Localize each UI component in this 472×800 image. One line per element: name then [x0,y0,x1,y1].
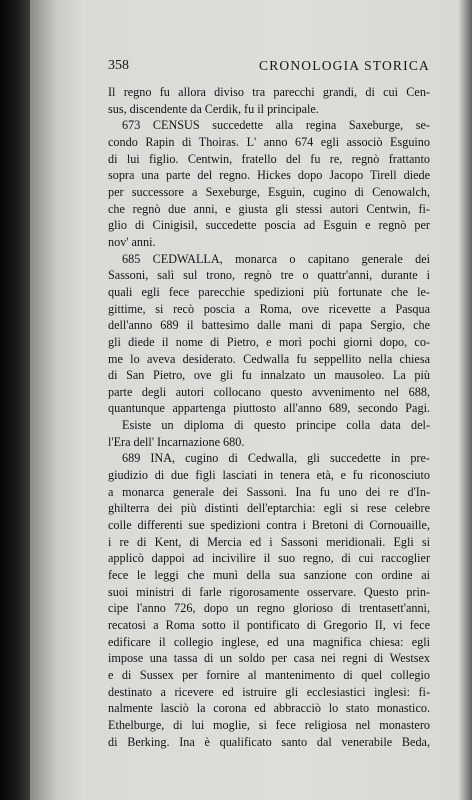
text-line: me lo aveva desiderato. Cedwalla fu seppellito nella chiesa [108,351,430,366]
text-line: i re di Kent, di Mercia ed i Sassoni meridionali. Egli si [108,534,430,549]
text-line: cipe l'anno 726, dopo un regno glorioso di trentasett'anni, [108,601,430,616]
text-line: di lui figlio. Centwin, fratello del fu re, regnò frattanto [108,151,430,166]
text-line: impose una tassa di un soldo per casa nei regni di Westsex [108,651,430,666]
text-line: quali egli fece parecchie spedizioni più fortunate che le- [108,284,430,299]
text-line: l'Era dell' Incarnazione 680. [108,434,245,449]
text-line: gli diede il nome di Pietro, e morì pochi giorni dopo, co- [108,334,430,349]
text-line: dell'anno 689 il battesimo dalle mani di papa Sergio, che [108,318,430,333]
text-line: nov' anni. [108,234,156,249]
text-line: Ethelburge, di lui moglie, si fece religiosa nel monastero [108,717,430,732]
book-page [30,0,472,800]
running-head: CRONOLOGIA STORICA [259,58,430,73]
text-line: sus, discendente da Cerdik, fu il principale. [108,101,319,116]
text-line: sopra una parte del regno. Hickes dopo Jacopo Tirell diede [108,168,430,183]
book-spine-shadow [0,0,30,800]
text-line: a monarca generale dei Sassoni. Ina fu uno dei re d'In- [108,484,430,499]
text-line: applicò dappoi ad incivilire il suo regno, di cui raccoglier [108,551,430,566]
text-line: 673 CENSUS succedette alla regina Saxeburge, se- [122,118,430,133]
text-line: suoi ministri di farle rigorosamente osservare. Questo prin- [108,584,430,599]
page-number: 358 [108,58,129,73]
text-line: e di Sussex per fornire al mantenimento di quel collegio [108,667,430,682]
text-line: 689 INA, cugino di Cedwalla, gli succedette in pre- [122,451,430,466]
text-line: ghilterra dei più distinti dell'eptarchia: egli si rese celebre [108,501,430,516]
text-line: di San Pietro, ove gli fu innalzato un mausoleo. La più [108,368,430,383]
text-line: giudizio di due figli lasciati in tenera età, e fu riconosciuto [108,468,430,483]
text-line: Sassoni, salì sul trono, regnò tre o quattr'anni, durante i [108,268,430,283]
text-line: gittime, si recò poscia a Roma, ove ricevette a Pasqua [108,301,430,316]
text-line: 685 CEDWALLA, monarca o capitano generale dei [122,251,430,266]
text-line: per successore a Sexeburge, Esguin, cugino di Cenowalch, [108,184,430,199]
text-line: quantunque appartenga piuttosto all'anno 689, secondo Pagi. [108,401,430,416]
page-header [108,58,430,76]
text-line: parte degli autori collocano questo avvenimento nel 688, [108,384,430,399]
text-line: destinato a ricevere ed istruire gli ecclesiastici inglesi: fi- [108,684,430,699]
text-line: che regnò due anni, e giusta gli stessi autori Centwin, fi- [108,201,430,216]
text-line: fece le leggi che munì della sua sanzione con ordine ai [108,568,430,583]
body-text [108,84,430,750]
text-line: Il regno fu allora diviso tra parecchi grandi, di cui Cen- [108,85,430,99]
text-line: nalmente lasciò la corona ed abbracciò lo stato monastico. [108,701,430,716]
text-line: condo Rapin di Thoiras. L' anno 674 egli associò Esguino [108,134,430,149]
text-line: di Berking. Ina è qualificato santo dal venerabile Beda, [108,734,430,749]
text-line: glio di Cinigisil, succedette poscia ad Esguin e regnò per [108,218,430,233]
text-line: Esiste un diploma di questo principe colla data del- [122,418,430,433]
text-line: edificare il collegio inglese, ed una magnifica chiesa: egli [108,634,430,649]
text-line: recatosi a Roma sotto il pontificato di Gregorio II, vi fece [108,618,430,632]
text-line: colle differenti sue spedizioni contra i Bretoni di Cornouaille, [108,518,430,533]
